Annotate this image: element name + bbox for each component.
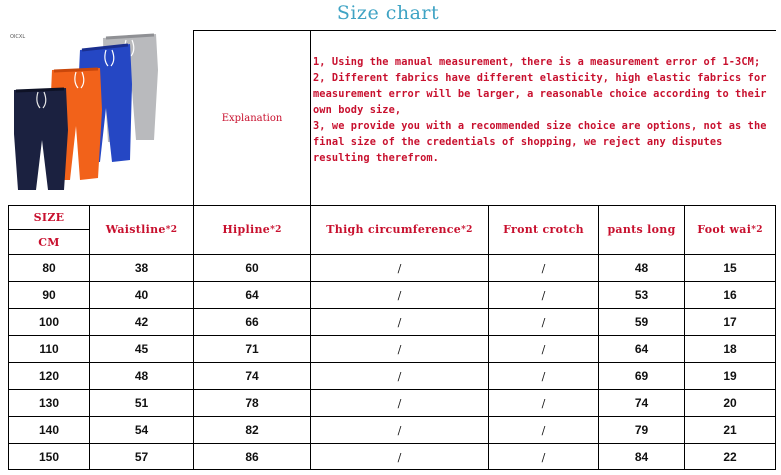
table-cell: 69 [634,369,649,383]
size-cell: 100 [38,315,60,329]
size-cell: 130 [38,396,60,410]
table-cell: 86 [245,450,259,464]
table-cell: / [397,450,402,464]
table-cell: 51 [134,396,149,410]
table-cell: 79 [634,423,649,437]
table-cell: 19 [723,369,737,383]
size-cell: 110 [39,342,59,356]
unit-header: CM [38,235,60,249]
table-cell: / [541,315,546,329]
table-cell: 60 [245,261,259,275]
col-header-waistline: Waistline *2 [105,223,178,236]
table-cell: 54 [134,423,149,437]
pants-illustration [8,30,158,192]
table-cell: 66 [245,315,259,329]
table-cell: / [541,342,546,356]
table-cell: 16 [723,288,737,302]
table-cell: 84 [634,450,649,464]
explanation-label-cell [194,31,310,205]
explanation-note-1: 1, Using the manual measurement, there is a measurement error of 1-3CM; [313,56,761,68]
page-title: Size chart [336,2,440,24]
table-cell: 21 [723,423,737,437]
col-header-front-crotch: Front crotch [503,223,584,236]
size-cell: 80 [42,261,56,275]
col-header-thigh: Thigh circumference *2 [326,223,473,236]
table-cell: 74 [634,396,649,410]
table-cell: 18 [723,342,737,356]
brand-watermark: OICXL [10,34,26,40]
table-cell: 15 [723,261,737,275]
size-header: SIZE [33,210,65,224]
size-cell: 140 [38,423,60,437]
table-cell: / [541,450,546,464]
table-cell: / [397,342,402,356]
explanation-text [313,54,773,166]
table-cell: 42 [134,315,149,329]
table-cell: 40 [134,288,149,302]
table-cell: / [541,288,546,302]
table-cell: / [541,423,546,437]
table-cell: / [541,369,546,383]
table-cell: / [397,396,402,410]
table-cell: / [397,423,402,437]
table-cell: / [397,288,402,302]
product-image [8,30,158,192]
table-cell: / [397,315,402,329]
table-cell: 17 [723,315,737,329]
table-cell: 38 [134,261,149,275]
size-cell: 150 [38,450,60,464]
table-cell: 20 [723,396,737,410]
table-cell: / [397,369,402,383]
col-header-hipline: Hipline *2 [222,223,282,236]
explanation-note-2: 2, Different fabrics have different elasticity, high elastic fabrics for measurement error will be larger, a reasonable choice according to their own body size, [313,72,773,116]
table-cell: 48 [634,261,649,275]
table-cell: 45 [134,342,149,356]
col-header-foot: Foot wai *2 [697,223,763,236]
table-cell: 57 [134,450,149,464]
table-cell: 82 [245,423,259,437]
size-table [8,205,776,470]
explanation-label: Explanation [221,112,283,124]
table-cell: / [397,261,402,275]
table-cell: / [541,261,546,275]
table-cell: 53 [634,288,649,302]
table-cell: 48 [134,369,149,383]
size-cell: 120 [38,369,60,383]
size-cell: 90 [42,288,56,302]
table-cell: 71 [245,342,259,356]
table-cell: 59 [634,315,649,329]
table-cell: 64 [634,342,649,356]
explanation-note-3: 3, we provide you with a recommended size choice are options, not as the final size of the credentials of shopping, we reject any disputes resulting therefrom. [313,120,773,164]
col-header-pants-long: pants long [607,223,676,236]
table-cell: 22 [723,450,737,464]
table-cell: 64 [245,288,259,302]
table-cell: 74 [245,369,259,383]
table-cell: / [541,396,546,410]
table-cell: 78 [245,396,259,410]
